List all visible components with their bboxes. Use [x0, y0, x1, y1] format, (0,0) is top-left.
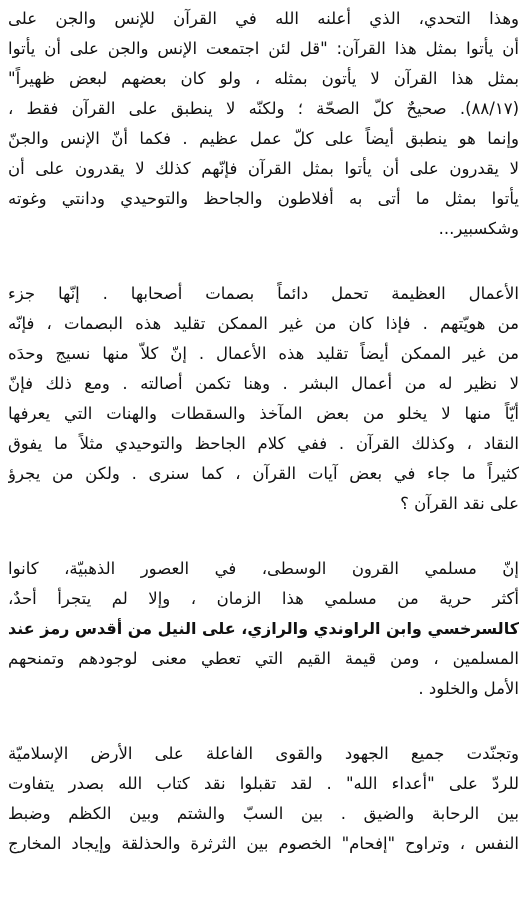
text-line: وشكسبير... [438, 219, 519, 238]
paragraph-gap [8, 244, 519, 279]
text-line: للردّ على "أعداء الله" . لقد تقبلوا نقد كتاب الله بصدر يتفاوت [8, 774, 519, 793]
text-line: يأتوا بمثل ما أتى به أفلاطون والجاحظ والتوحيدي ودانتي وغوته [8, 189, 519, 208]
text-line: أن يأتوا بمثل هذا القرآن: "قل لئن اجتمعت الإنس والجن على أن يأتوا [8, 39, 519, 58]
text-line: من غير الممكن أيضاً تقليد هذه الأعمال . إنّ كلاّ منها نسيج وحدَه [8, 344, 519, 363]
text-line: بين الرحابة والضيق . بين السبّ والشتم وبين الكظم وضبط [8, 804, 519, 823]
paragraph-2 [8, 279, 519, 519]
text-line: الأعمال العظيمة تحمل دائماً بصمات أصحابها . إنّها جزء [8, 284, 519, 303]
text-line: إنّ مسلمي القرون الوسطى، في العصور الذهبيّة، كانوا [8, 559, 519, 578]
text-line: من هويّتهم . فإذا كان من غير الممكن تقليد هذه البصمات ، فإنّه [8, 314, 519, 333]
text-line: لا نظير له من أعمال البشر . وهنا تكمن أصالته . ومع ذلك فإنّ [8, 374, 519, 393]
document-page [8, 4, 519, 904]
text-line: على نقد القرآن ؟ [400, 494, 519, 513]
text-line: بمثل هذا القرآن لا يأتون بمثله ، ولو كان بعضهم لبعض ظهيراً" [8, 69, 519, 88]
text-line: (٨٨/١٧). صحيحٌ كلّ الصحّة ؛ ولكنّه لا ينطبق على القرآن فقط ، [8, 99, 519, 118]
text-line: المسلمين ، ومن قيمة القيم التي تعطي معنى لوجودهم وتمنحهم [8, 649, 519, 668]
text-line: كالسرخسي وابن الراوندي والرازي، على النيل من أقدس رمز عند [8, 619, 519, 638]
text-line: وإنما هو ينطبق أيضاً على كلّ عمل عظيم . فكما أنّ الإنس والجنّ [8, 129, 519, 148]
text-line: الأمل والخلود . [418, 679, 519, 698]
paragraph-gap [8, 704, 519, 739]
text-line: أكثر حرية من مسلمي هذا الزمان ، وإلا لم يتجرأ أحدٌ، [8, 589, 519, 608]
text-line: وهذا التحدي، الذي أعلنه الله في القرآن للإنس والجن على [8, 9, 519, 28]
text-line: كثيراً ما جاء في بعض آيات القرآن ، كما سنرى . ولكن من يجرؤ [8, 464, 519, 483]
paragraph-gap [8, 519, 519, 554]
paragraph-4 [8, 739, 519, 859]
text-line: لا يقدرون على أن يأتوا بمثل القرآن فإنّهم كذلك لا يقدرون على أن [8, 159, 519, 178]
paragraph-3 [8, 554, 519, 704]
text-line: وتجنّدت جميع الجهود والقوى الفاعلة على الأرض الإسلاميّة [8, 744, 519, 763]
paragraph-1 [8, 4, 519, 244]
text-line: أيّاً منها لا يخلو من بعض المآخذ والسقطات والهنات التي يعرفها [8, 404, 519, 423]
text-line: النفس ، وتراوح "إفحام" الخصوم بين الثرثرة والحذلقة وإيجاد المخارج [8, 834, 519, 853]
text-line: النقاد ، وكذلك القرآن . ففي كلام الجاحظ والتوحيدي مثلاً ما يفوق [8, 434, 519, 453]
